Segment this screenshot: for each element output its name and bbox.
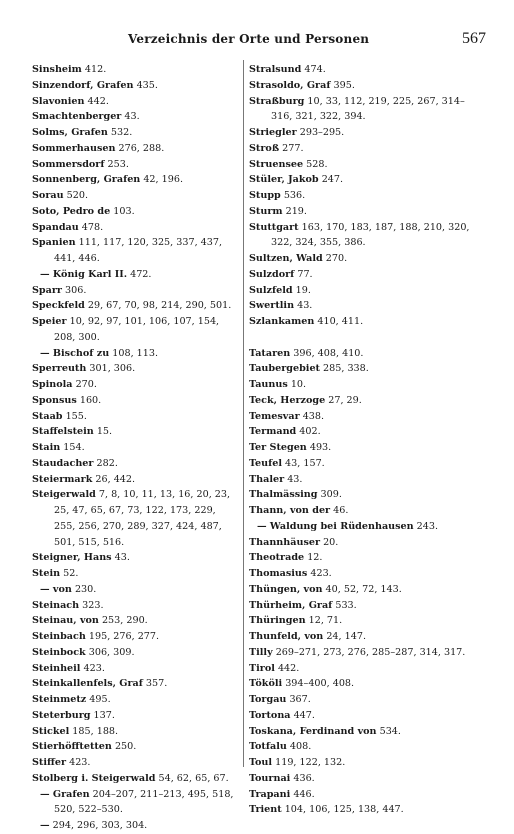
entry-heading: Strasoldo, Graf (249, 79, 331, 91)
entry-pages: 19. (292, 284, 311, 296)
index-entry (249, 755, 471, 771)
entry-heading: Tököli (249, 678, 283, 690)
entry-heading: Steinkallenfels, Graf (32, 678, 143, 690)
entry-pages: 472. (127, 268, 152, 280)
index-entry (32, 661, 239, 677)
entry-heading: Thunfeld, von (249, 631, 324, 642)
index-entry (249, 661, 471, 677)
entry-heading: Tataren (249, 347, 291, 359)
index-entry (249, 692, 471, 708)
entry-heading: — von (40, 583, 72, 595)
entry-pages: 24, 147. (323, 631, 366, 642)
entry-heading: — Bischof zu (40, 347, 110, 359)
entry-heading: Sommersdorf (32, 158, 105, 170)
entry-heading: Striegler (249, 127, 297, 138)
entry-pages: 163, 170, 183, 187, 188, 210, 320, 322, 324, 355, 386. (271, 221, 470, 249)
index-entry (249, 377, 471, 393)
index-entry (32, 141, 239, 157)
index-entry (249, 298, 471, 314)
entry-heading: Thomasius (249, 568, 308, 579)
index-entry (32, 346, 239, 362)
entry-pages: 277. (279, 142, 304, 154)
entry-heading: Stein (32, 568, 61, 579)
entry-pages: 394–400, 408. (282, 678, 355, 690)
entry-pages: 204–207, 211–213, 495, 518, 520, 522–530. (54, 788, 234, 816)
entry-heading: Sinsheim (32, 64, 82, 75)
entry-heading: Staffelstein (32, 426, 94, 438)
entry-pages: 478. (78, 221, 104, 233)
entry-heading: Toul (249, 757, 273, 768)
entry-heading: Spanien (32, 237, 76, 249)
index-entry (249, 78, 471, 94)
index-entry (249, 676, 471, 692)
entry-heading: Teufel (249, 457, 282, 469)
index-entry (249, 283, 471, 299)
entry-pages: 306, 309. (85, 646, 135, 658)
entry-heading: Steiermark (32, 473, 93, 485)
entry-heading: Sulzfeld (249, 284, 293, 296)
entry-heading: Tilly (249, 646, 273, 658)
entry-pages: 43. (111, 552, 130, 564)
entry-pages: 12. (304, 552, 323, 564)
index-entry (249, 267, 471, 283)
entry-pages: 306. (61, 284, 87, 296)
entry-heading: Sturm (249, 205, 283, 217)
entry-pages: 219. (282, 205, 307, 217)
entry-heading: — König Karl II. (40, 268, 128, 280)
column-divider (243, 60, 244, 767)
entry-pages: 27, 29. (325, 394, 362, 406)
index-entry (32, 629, 239, 645)
page-number: 567 (462, 30, 486, 47)
entry-heading: Sulzdorf (249, 268, 295, 280)
entry-pages: 119, 122, 132. (272, 757, 346, 768)
entry-heading: Taunus (249, 379, 288, 390)
index-column-right (249, 62, 471, 818)
index-entry (249, 220, 471, 252)
index-entry (32, 771, 239, 787)
index-entry (249, 409, 471, 425)
index-entry (249, 188, 471, 204)
entry-pages: 10, 92, 97, 101, 106, 107, 154, 208, 300. (54, 316, 220, 343)
entry-pages: 495. (86, 694, 111, 705)
index-entry (32, 818, 239, 834)
entry-heading: Theotrade (249, 552, 305, 564)
index-entry (32, 298, 239, 314)
entry-pages: 40, 52, 72, 143. (322, 583, 402, 595)
index-entry (249, 125, 471, 141)
entry-pages: 20. (320, 536, 339, 548)
entry-pages: 42, 196. (140, 174, 183, 186)
entry-pages: 395. (330, 79, 355, 91)
index-entry (249, 519, 471, 535)
entry-pages: 423. (307, 568, 332, 579)
entry-heading: — Grafen (40, 788, 90, 800)
index-entry (32, 440, 239, 456)
entry-pages: 195, 276, 277. (85, 631, 160, 642)
index-entry (249, 440, 471, 456)
entry-pages: 528. (303, 158, 328, 170)
entry-pages: 77. (294, 268, 313, 280)
entry-pages: 154. (60, 442, 85, 453)
entry-pages: 536. (280, 190, 306, 201)
index-entry (249, 771, 471, 787)
entry-pages: 230. (71, 583, 97, 595)
entry-pages: 402. (296, 426, 321, 438)
entry-heading: Temesvar (249, 410, 300, 422)
entry-heading: Stüler, Jakob (249, 174, 319, 186)
entry-pages: 323. (79, 599, 104, 611)
entry-pages: 243. (413, 520, 439, 532)
entry-heading: Stierhöfftetten (32, 741, 112, 753)
index-entry (249, 251, 471, 267)
entry-heading: Sommerhausen (32, 142, 116, 154)
entry-heading: Ter Stegen (249, 442, 307, 453)
entry-pages: 412. (81, 64, 107, 75)
entry-heading: Szlankamen (249, 316, 315, 327)
index-entry (249, 204, 471, 220)
index-section-t (249, 346, 471, 819)
entry-heading: Tortona (249, 709, 291, 721)
entry-pages: 52. (60, 568, 79, 579)
entry-heading: Toskana, Ferdinand von (249, 725, 377, 737)
index-entry (249, 566, 471, 582)
entry-heading: Stolberg i. Steigerwald (32, 772, 156, 784)
entry-pages: 520. (63, 190, 88, 201)
entry-heading: Taubergebiet (249, 363, 320, 375)
entry-heading: Staudacher (32, 457, 94, 469)
index-section-s (249, 62, 471, 330)
entry-heading: Staab (32, 410, 63, 422)
entry-pages: 54, 62, 65, 67. (155, 772, 229, 784)
entry-pages: 108, 113. (109, 347, 159, 359)
running-header (30, 30, 486, 52)
index-entry (249, 346, 471, 362)
entry-pages: 26, 442. (92, 473, 136, 485)
index-entry (32, 613, 239, 629)
entry-heading: Solms, Grafen (32, 127, 108, 138)
index-entry (32, 598, 239, 614)
entry-heading: Thannhäuser (249, 536, 321, 548)
entry-pages: 103. (110, 205, 135, 217)
index-entry (249, 708, 471, 724)
index-entry (32, 267, 239, 283)
entry-heading: Stroß (249, 142, 280, 154)
entry-heading: Sultzen, Wald (249, 253, 323, 264)
index-entry (249, 141, 471, 157)
entry-pages: 276, 288. (115, 142, 165, 154)
entry-heading: Sorau (32, 190, 64, 201)
index-entry (249, 787, 471, 803)
entry-pages: 447. (290, 709, 315, 721)
entry-heading: Sperreuth (32, 363, 87, 375)
index-entry (249, 645, 471, 661)
index-entry (249, 62, 471, 78)
entry-pages: 46. (330, 505, 349, 516)
index-entry (249, 157, 471, 173)
index-entry (249, 550, 471, 566)
entry-heading: Sinzendorf, Grafen (32, 79, 134, 91)
index-entry (249, 739, 471, 755)
entry-heading: — Waldung bei Rüdenhausen (257, 520, 414, 532)
entry-pages: 253, 290. (98, 615, 148, 627)
index-entry (249, 503, 471, 519)
entry-pages: 423. (66, 757, 91, 768)
entry-heading: Swertlin (249, 300, 295, 312)
index-entry (249, 724, 471, 740)
entry-pages: 446. (290, 788, 315, 800)
index-entry (32, 204, 239, 220)
entry-heading: Spinola (32, 379, 73, 390)
entry-pages: 160. (76, 394, 102, 406)
entry-pages: 137. (90, 709, 115, 721)
entry-pages: 493. (306, 442, 332, 453)
entry-pages: 111, 117, 120, 325, 337, 437, 441, 446. (54, 237, 223, 264)
index-entry (32, 472, 239, 488)
index-entry (32, 314, 239, 346)
entry-heading: Stiffer (32, 757, 67, 768)
index-entry (32, 424, 239, 440)
entry-heading: Steigner, Hans (32, 552, 112, 564)
entry-heading: Steterburg (32, 709, 91, 721)
index-entry (32, 676, 239, 692)
index-entry (32, 724, 239, 740)
section-gap (249, 330, 471, 346)
entry-pages: 293–295. (296, 127, 345, 138)
entry-heading: Straßburg (249, 95, 305, 107)
entry-pages: 474. (301, 64, 326, 75)
entry-heading: Slavonien (32, 95, 85, 107)
entry-heading: Steinau, von (32, 615, 99, 627)
entry-heading: Thann, von der (249, 505, 331, 516)
header-title: Verzeichnis der Orte und Personen (128, 32, 370, 46)
entry-pages: 285, 338. (319, 363, 369, 375)
entry-heading: Thaler (249, 473, 285, 485)
entry-pages: 282. (93, 457, 118, 469)
entry-heading: Stickel (32, 725, 70, 737)
index-entry (249, 802, 471, 818)
entry-heading: Stralsund (249, 64, 302, 75)
index-entry (249, 613, 471, 629)
entry-pages: 408. (286, 741, 312, 753)
entry-pages: 435. (133, 79, 158, 91)
entry-heading: Stain (32, 442, 61, 453)
index-entry (32, 109, 239, 125)
entry-pages: 270. (322, 253, 348, 264)
entry-heading: Steinach (32, 599, 80, 611)
index-entry (249, 535, 471, 551)
entry-heading: Steinmetz (32, 694, 87, 705)
entry-pages: 367. (286, 694, 311, 705)
entry-pages: 15. (93, 426, 113, 438)
entry-pages: 185, 188. (69, 725, 119, 737)
index-entry (249, 393, 471, 409)
index-entry (249, 172, 471, 188)
index-entry (32, 566, 239, 582)
entry-heading: Speier (32, 316, 67, 327)
index-column-left (32, 62, 239, 834)
entry-heading: Thüngen, von (249, 583, 323, 595)
entry-heading: Trapani (249, 788, 291, 800)
entry-heading: Steinbach (32, 631, 86, 642)
index-entry (249, 598, 471, 614)
entry-heading: Totfalu (249, 741, 287, 753)
index-entry (32, 708, 239, 724)
entry-pages: 442. (84, 95, 109, 107)
entry-pages: 269–271, 273, 276, 285–287, 314, 317. (272, 646, 466, 658)
index-entry (32, 377, 239, 393)
entry-pages: 247. (318, 174, 344, 186)
entry-pages: 29, 67, 70, 98, 214, 290, 501. (84, 300, 232, 312)
entry-pages: 43. (284, 473, 303, 485)
entry-pages: 7, 8, 10, 11, 13, 16, 20, 23, 25, 47, 65, 67, 73, 122, 173, 229, 255, 256, 270, 289, 327, 424, 487, 501, 515, 516. (54, 489, 231, 548)
entry-heading: Thüringen (249, 615, 306, 627)
entry-pages: 357. (142, 678, 168, 690)
entry-heading: Tournai (249, 772, 291, 784)
index-entry (32, 755, 239, 771)
entry-heading: Spandau (32, 221, 79, 233)
entry-heading: Teck, Herzoge (249, 394, 326, 406)
entry-pages: 155. (62, 410, 87, 422)
index-entry (32, 361, 239, 377)
index-entry (32, 235, 239, 267)
index-entry (249, 629, 471, 645)
entry-pages: 43. (294, 300, 313, 312)
entry-pages: 10. (287, 379, 307, 390)
index-entry (32, 157, 239, 173)
index-entry (32, 78, 239, 94)
index-entry (32, 62, 239, 78)
index-entry (32, 409, 239, 425)
entry-heading: — (40, 820, 50, 831)
entry-pages: 294, 296, 303, 304. (49, 820, 148, 831)
entry-pages: 532. (107, 127, 133, 138)
entry-pages: 423. (80, 662, 105, 674)
entry-pages: 396, 408, 410. (290, 347, 364, 359)
entry-pages: 410, 411. (314, 316, 364, 327)
entry-pages: 301, 306. (86, 363, 136, 375)
entry-pages: 250. (111, 741, 137, 753)
entry-heading: Steinbock (32, 646, 86, 658)
entry-heading: Sparr (32, 284, 62, 296)
index-entry (249, 456, 471, 472)
index-entry (32, 739, 239, 755)
index-entry (249, 361, 471, 377)
index-entry (32, 550, 239, 566)
index-entry (32, 645, 239, 661)
entry-pages: 43. (121, 111, 140, 123)
entry-pages: 438. (299, 410, 325, 422)
entry-heading: Trient (249, 804, 282, 816)
entry-heading: Sonnenberg, Grafen (32, 174, 141, 186)
entry-heading: Thalmässing (249, 489, 318, 501)
index-entry (32, 283, 239, 299)
index-entry (249, 582, 471, 598)
entry-pages: 10, 33, 112, 219, 225, 267, 314–316, 321, 322, 394. (271, 95, 465, 123)
entry-heading: Termand (249, 426, 297, 438)
entry-pages: 436. (290, 772, 315, 784)
entry-heading: Soto, Pedro de (32, 205, 111, 217)
entry-heading: Sponsus (32, 394, 77, 406)
index-entry (249, 314, 471, 330)
index-entry (32, 692, 239, 708)
entry-pages: 104, 106, 125, 138, 447. (281, 804, 404, 816)
entry-heading: Smachtenberger (32, 111, 122, 123)
index-entry (32, 456, 239, 472)
index-entry (32, 125, 239, 141)
entry-pages: 533. (332, 599, 357, 611)
entry-heading: Thürheim, Graf (249, 599, 333, 611)
entry-pages: 309. (317, 489, 342, 501)
entry-heading: Steinheil (32, 662, 81, 674)
entry-pages: 270. (72, 379, 97, 390)
entry-heading: Tirol (249, 662, 275, 674)
index-entry (32, 220, 239, 236)
index-entry (32, 787, 239, 819)
index-entry (32, 487, 239, 550)
entry-heading: Torgau (249, 694, 287, 705)
index-entry (249, 424, 471, 440)
entry-heading: Steigerwald (32, 489, 96, 501)
entry-pages: 442. (274, 662, 300, 674)
index-entry (249, 472, 471, 488)
index-entry (249, 94, 471, 126)
index-entry (32, 172, 239, 188)
index-entry (32, 188, 239, 204)
entry-pages: 43, 157. (282, 457, 325, 469)
entry-pages: 534. (376, 725, 401, 737)
entry-pages: 253. (104, 158, 129, 170)
index-entry (32, 582, 239, 598)
index-entry (32, 94, 239, 110)
entry-heading: Struensee (249, 158, 304, 170)
index-entry (249, 487, 471, 503)
entry-heading: Stuttgart (249, 221, 299, 233)
entry-pages: 12, 71. (305, 615, 343, 627)
entry-heading: Speckfeld (32, 300, 85, 312)
entry-heading: Stupp (249, 190, 281, 201)
index-entry (32, 393, 239, 409)
